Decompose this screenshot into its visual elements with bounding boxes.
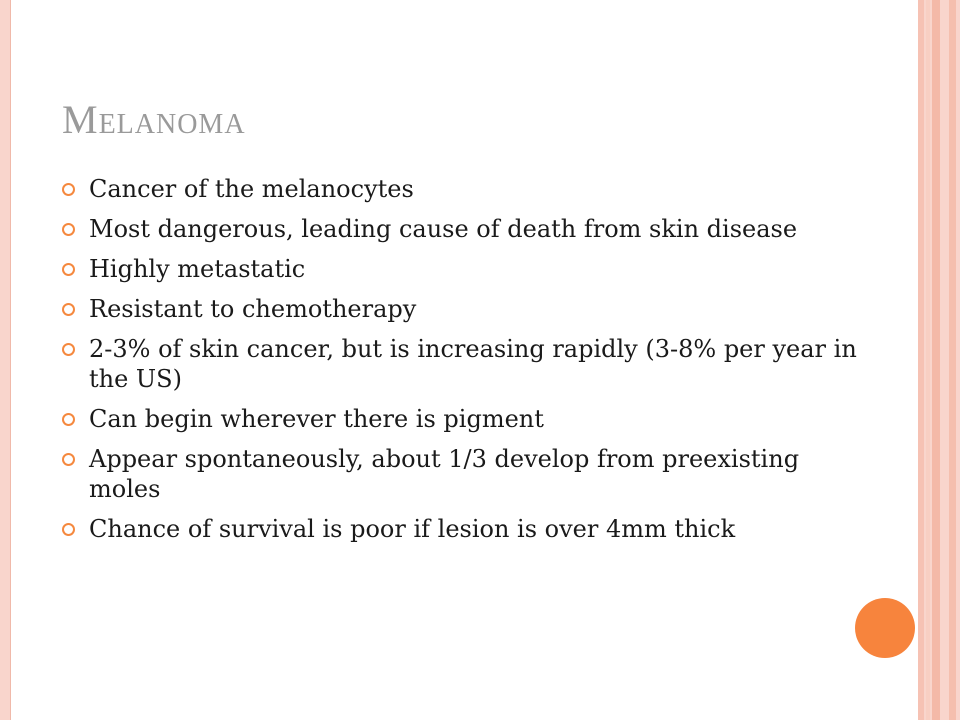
bullet-text: Resistant to chemotherapy [89, 295, 417, 323]
list-item [62, 444, 862, 504]
bullet-text: Chance of survival is poor if lesion is over 4mm thick [89, 515, 736, 543]
slide-title: Melanoma [62, 97, 246, 142]
bullet-text: Cancer of the melanocytes [89, 175, 414, 203]
bullet-text: Most dangerous, leading cause of death from skin disease [89, 215, 798, 243]
circle-bullet-icon [62, 413, 75, 426]
circle-bullet-icon [62, 223, 75, 236]
stripe [926, 0, 930, 720]
circle-bullet-icon [62, 523, 75, 536]
list-item [62, 174, 862, 204]
stripe [932, 0, 940, 720]
list-item [62, 214, 862, 244]
bullet-text: Can begin wherever there is pigment [89, 405, 544, 433]
circle-bullet-icon [62, 183, 75, 196]
circle-bullet-icon [62, 453, 75, 466]
bullet-text: 2-3% of skin cancer, but is increasing rapidly (3-8% per year in the US) [89, 335, 857, 393]
circle-bullet-icon [62, 343, 75, 356]
list-item [62, 334, 862, 394]
circle-bullet-icon [62, 263, 75, 276]
list-item [62, 514, 862, 544]
stripe [949, 0, 956, 720]
orange-circle-decoration [855, 598, 915, 658]
list-item [62, 294, 862, 324]
list-item [62, 254, 862, 284]
stripe [942, 0, 947, 720]
circle-bullet-icon [62, 303, 75, 316]
decorative-stripes [918, 0, 960, 720]
bullet-text: Appear spontaneously, about 1/3 develop from preexisting moles [89, 445, 800, 503]
bullet-text: Highly metastatic [89, 255, 306, 283]
bullet-list [62, 174, 862, 554]
stripe [918, 0, 924, 720]
list-item [62, 404, 862, 434]
